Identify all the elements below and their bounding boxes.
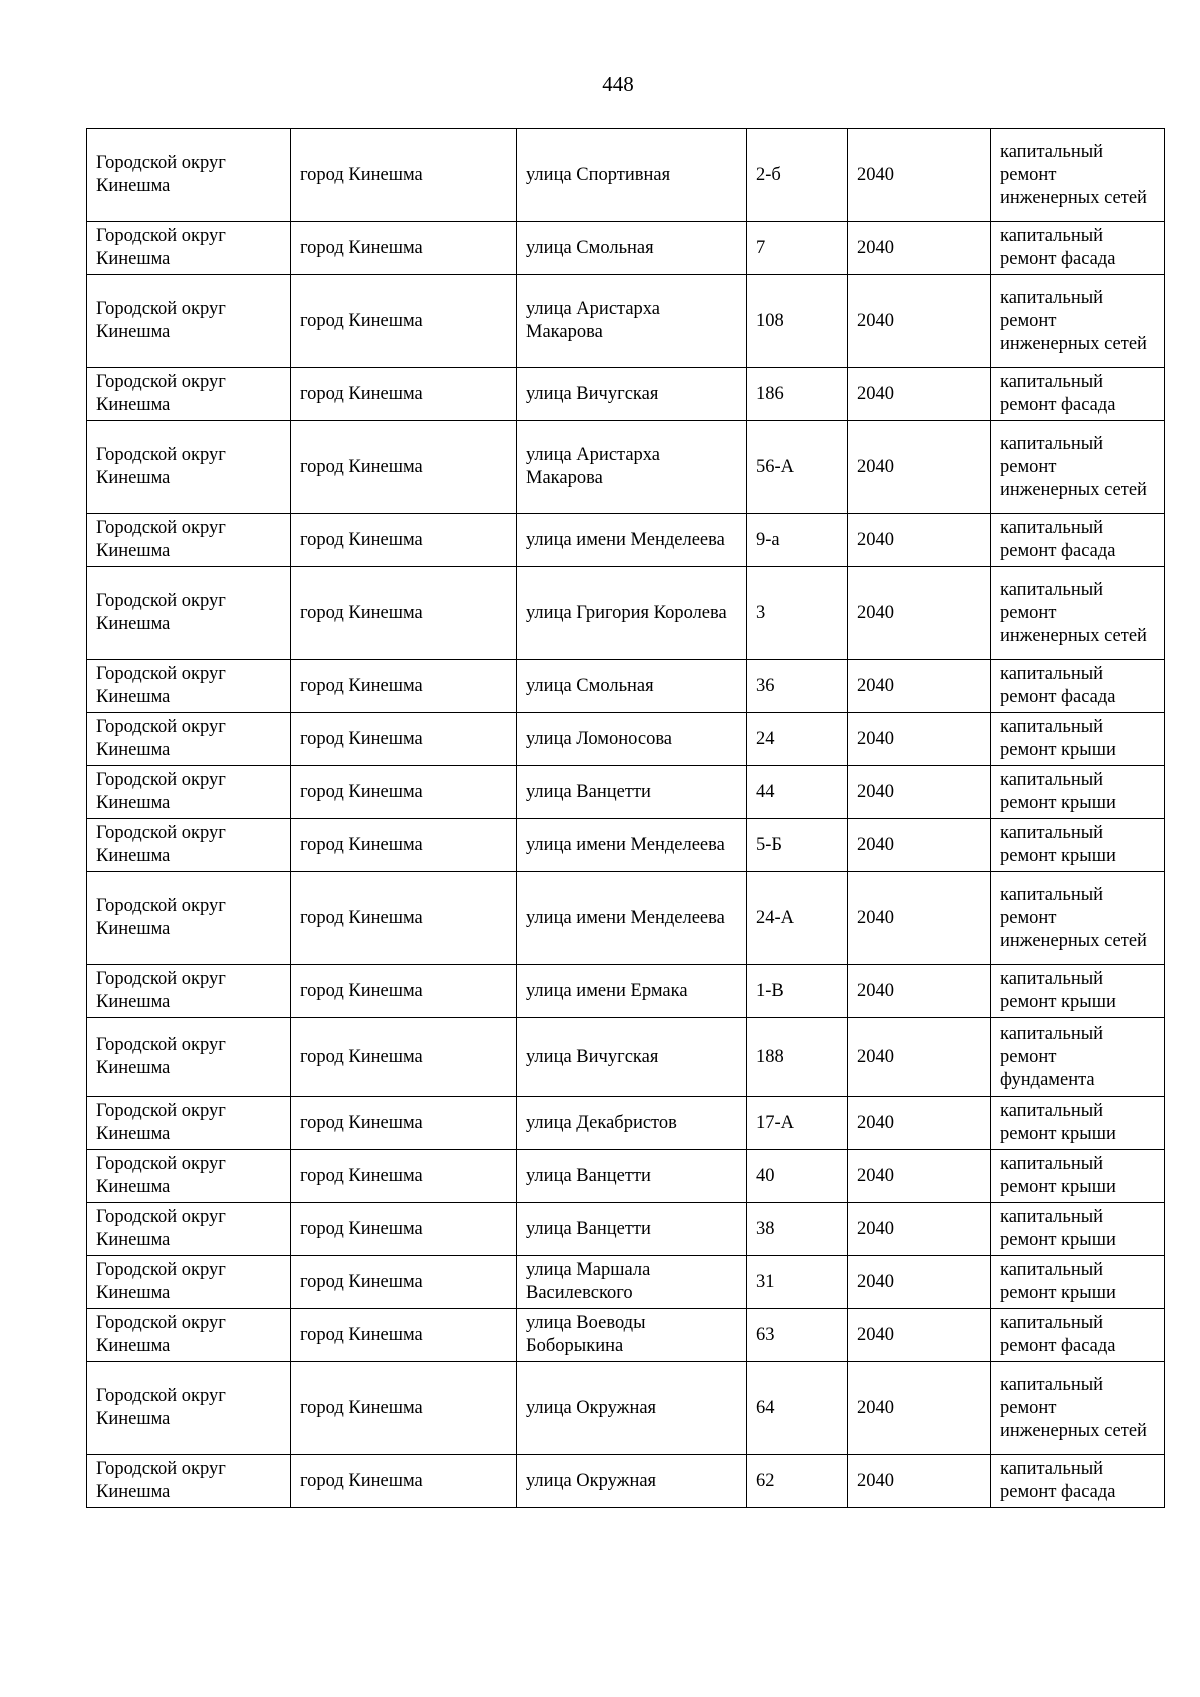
work-type-cell: капитальный ремонт инженерных сетей — [991, 275, 1165, 368]
district-cell: Городской округ Кинешма — [87, 819, 291, 872]
district-cell: Городской округ Кинешма — [87, 275, 291, 368]
table-row — [87, 1203, 1165, 1256]
locality-cell: город Кинешма — [291, 1362, 517, 1455]
year-cell: 2040 — [848, 514, 991, 567]
house-cell: 38 — [747, 1203, 848, 1256]
year-cell: 2040 — [848, 1097, 991, 1150]
year-cell: 2040 — [848, 1309, 991, 1362]
house-cell: 62 — [747, 1455, 848, 1508]
year-cell: 2040 — [848, 1203, 991, 1256]
street-cell: улица Аристарха Макарова — [517, 421, 747, 514]
work-type-cell: капитальный ремонт крыши — [991, 1097, 1165, 1150]
district-cell: Городской округ Кинешма — [87, 872, 291, 965]
district-cell: Городской округ Кинешма — [87, 1256, 291, 1309]
year-cell: 2040 — [848, 1362, 991, 1455]
work-type-cell: капитальный ремонт инженерных сетей — [991, 129, 1165, 222]
work-type-cell: капитальный ремонт крыши — [991, 766, 1165, 819]
street-cell: улица имени Менделеева — [517, 872, 747, 965]
work-type-cell: капитальный ремонт крыши — [991, 965, 1165, 1018]
street-cell: улица имени Ермака — [517, 965, 747, 1018]
locality-cell: город Кинешма — [291, 421, 517, 514]
street-cell: улица имени Менделеева — [517, 819, 747, 872]
locality-cell: город Кинешма — [291, 1256, 517, 1309]
year-cell: 2040 — [848, 368, 991, 421]
district-cell: Городской округ Кинешма — [87, 1150, 291, 1203]
district-cell: Городской округ Кинешма — [87, 368, 291, 421]
work-type-cell: капитальный ремонт фасада — [991, 222, 1165, 275]
table-row — [87, 713, 1165, 766]
table-row — [87, 514, 1165, 567]
work-type-cell: капитальный ремонт инженерных сетей — [991, 421, 1165, 514]
table-row — [87, 965, 1165, 1018]
year-cell: 2040 — [848, 766, 991, 819]
street-cell: улица Воеводы Боборыкина — [517, 1309, 747, 1362]
locality-cell: город Кинешма — [291, 368, 517, 421]
house-cell: 40 — [747, 1150, 848, 1203]
work-type-cell: капитальный ремонт инженерных сетей — [991, 567, 1165, 660]
table-row — [87, 368, 1165, 421]
locality-cell: город Кинешма — [291, 567, 517, 660]
house-cell: 36 — [747, 660, 848, 713]
work-type-cell: капитальный ремонт фасада — [991, 1455, 1165, 1508]
year-cell: 2040 — [848, 275, 991, 368]
work-type-cell: капитальный ремонт инженерных сетей — [991, 872, 1165, 965]
table-row — [87, 660, 1165, 713]
work-type-cell: капитальный ремонт инженерных сетей — [991, 1362, 1165, 1455]
street-cell: улица Ломоносова — [517, 713, 747, 766]
district-cell: Городской округ Кинешма — [87, 965, 291, 1018]
locality-cell: город Кинешма — [291, 965, 517, 1018]
locality-cell: город Кинешма — [291, 514, 517, 567]
locality-cell: город Кинешма — [291, 1455, 517, 1508]
table-row — [87, 766, 1165, 819]
district-cell: Городской округ Кинешма — [87, 129, 291, 222]
housing-repair-table — [86, 128, 1165, 1508]
locality-cell: город Кинешма — [291, 1203, 517, 1256]
district-cell: Городской округ Кинешма — [87, 1203, 291, 1256]
house-cell: 56-А — [747, 421, 848, 514]
work-type-cell: капитальный ремонт крыши — [991, 1256, 1165, 1309]
street-cell: улица Аристарха Макарова — [517, 275, 747, 368]
district-cell: Городской округ Кинешма — [87, 567, 291, 660]
street-cell: улица Смольная — [517, 222, 747, 275]
district-cell: Городской округ Кинешма — [87, 660, 291, 713]
year-cell: 2040 — [848, 222, 991, 275]
year-cell: 2040 — [848, 567, 991, 660]
table-row — [87, 1018, 1165, 1097]
table-row — [87, 421, 1165, 514]
house-cell: 63 — [747, 1309, 848, 1362]
street-cell: улица Вичугская — [517, 368, 747, 421]
year-cell: 2040 — [848, 129, 991, 222]
house-cell: 1-В — [747, 965, 848, 1018]
work-type-cell: капитальный ремонт крыши — [991, 1203, 1165, 1256]
work-type-cell: капитальный ремонт крыши — [991, 713, 1165, 766]
locality-cell: город Кинешма — [291, 275, 517, 368]
table-row — [87, 1150, 1165, 1203]
house-cell: 2-б — [747, 129, 848, 222]
district-cell: Городской округ Кинешма — [87, 1309, 291, 1362]
table-row — [87, 567, 1165, 660]
district-cell: Городской округ Кинешма — [87, 766, 291, 819]
house-cell: 7 — [747, 222, 848, 275]
street-cell: улица Окружная — [517, 1455, 747, 1508]
street-cell: улица Ванцетти — [517, 1150, 747, 1203]
work-type-cell: капитальный ремонт фасада — [991, 660, 1165, 713]
locality-cell: город Кинешма — [291, 1097, 517, 1150]
work-type-cell: капитальный ремонт фасада — [991, 1309, 1165, 1362]
house-cell: 64 — [747, 1362, 848, 1455]
house-cell: 24-А — [747, 872, 848, 965]
street-cell: улица Вичугская — [517, 1018, 747, 1097]
house-cell: 3 — [747, 567, 848, 660]
district-cell: Городской округ Кинешма — [87, 1362, 291, 1455]
year-cell: 2040 — [848, 1455, 991, 1508]
year-cell: 2040 — [848, 421, 991, 514]
table-row — [87, 275, 1165, 368]
work-type-cell: капитальный ремонт крыши — [991, 1150, 1165, 1203]
district-cell: Городской округ Кинешма — [87, 222, 291, 275]
house-cell: 9-а — [747, 514, 848, 567]
table-row — [87, 1455, 1165, 1508]
locality-cell: город Кинешма — [291, 129, 517, 222]
street-cell: улица Маршала Василевского — [517, 1256, 747, 1309]
house-cell: 188 — [747, 1018, 848, 1097]
house-cell: 108 — [747, 275, 848, 368]
locality-cell: город Кинешма — [291, 1309, 517, 1362]
street-cell: улица Смольная — [517, 660, 747, 713]
work-type-cell: капитальный ремонт фасада — [991, 514, 1165, 567]
district-cell: Городской округ Кинешма — [87, 514, 291, 567]
locality-cell: город Кинешма — [291, 713, 517, 766]
year-cell: 2040 — [848, 965, 991, 1018]
page-number: 448 — [602, 72, 634, 96]
street-cell: улица Ванцетти — [517, 766, 747, 819]
locality-cell: город Кинешма — [291, 1150, 517, 1203]
table-row — [87, 129, 1165, 222]
work-type-cell: капитальный ремонт крыши — [991, 819, 1165, 872]
house-cell: 186 — [747, 368, 848, 421]
year-cell: 2040 — [848, 819, 991, 872]
street-cell: улица Декабристов — [517, 1097, 747, 1150]
year-cell: 2040 — [848, 1018, 991, 1097]
year-cell: 2040 — [848, 1150, 991, 1203]
locality-cell: город Кинешма — [291, 872, 517, 965]
street-cell: улица Ванцетти — [517, 1203, 747, 1256]
table-row — [87, 1097, 1165, 1150]
year-cell: 2040 — [848, 660, 991, 713]
district-cell: Городской округ Кинешма — [87, 1018, 291, 1097]
house-cell: 31 — [747, 1256, 848, 1309]
locality-cell: город Кинешма — [291, 1018, 517, 1097]
street-cell: улица Григория Королева — [517, 567, 747, 660]
locality-cell: город Кинешма — [291, 222, 517, 275]
table-row — [87, 819, 1165, 872]
district-cell: Городской округ Кинешма — [87, 713, 291, 766]
house-cell: 17-А — [747, 1097, 848, 1150]
district-cell: Городской округ Кинешма — [87, 421, 291, 514]
table-row — [87, 872, 1165, 965]
year-cell: 2040 — [848, 872, 991, 965]
year-cell: 2040 — [848, 1256, 991, 1309]
street-cell: улица Окружная — [517, 1362, 747, 1455]
work-type-cell: капитальный ремонт фундамента — [991, 1018, 1165, 1097]
table-row — [87, 1309, 1165, 1362]
locality-cell: город Кинешма — [291, 766, 517, 819]
locality-cell: город Кинешма — [291, 660, 517, 713]
year-cell: 2040 — [848, 713, 991, 766]
district-cell: Городской округ Кинешма — [87, 1455, 291, 1508]
table-row — [87, 1362, 1165, 1455]
table-row — [87, 222, 1165, 275]
district-cell: Городской округ Кинешма — [87, 1097, 291, 1150]
house-cell: 24 — [747, 713, 848, 766]
work-type-cell: капитальный ремонт фасада — [991, 368, 1165, 421]
street-cell: улица имени Менделеева — [517, 514, 747, 567]
table-row — [87, 1256, 1165, 1309]
house-cell: 44 — [747, 766, 848, 819]
street-cell: улица Спортивная — [517, 129, 747, 222]
locality-cell: город Кинешма — [291, 819, 517, 872]
house-cell: 5-Б — [747, 819, 848, 872]
